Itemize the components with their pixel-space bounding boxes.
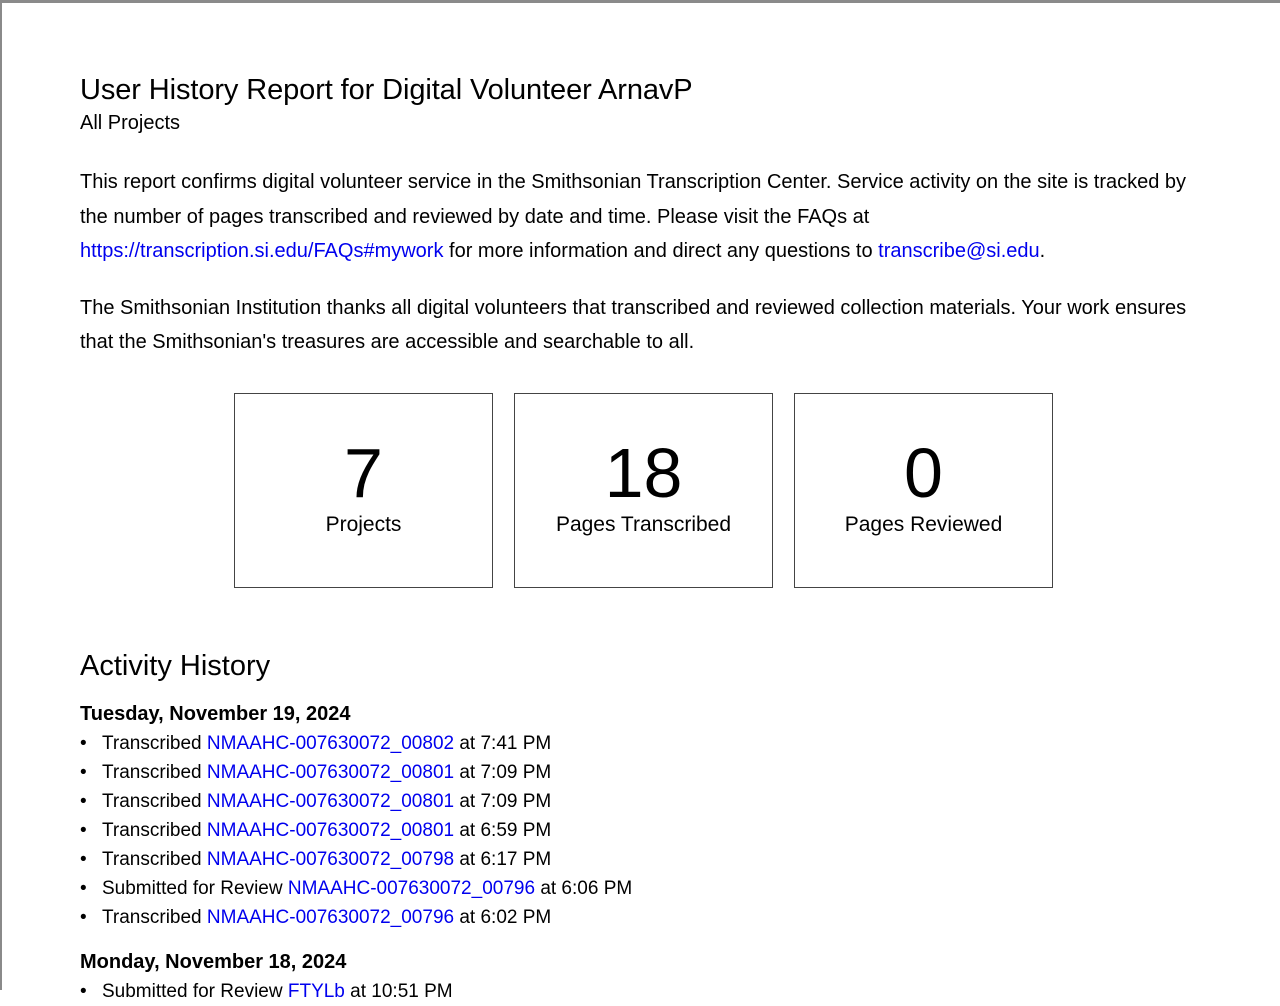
stat-value: 7 xyxy=(344,434,383,512)
entry-time: at 10:51 PM xyxy=(350,981,453,1002)
day-date: Tuesday, November 19, 2024 xyxy=(80,703,351,725)
entry-item-link[interactable]: NMAAHC-007630072_00796 xyxy=(206,907,455,928)
entry-item-link[interactable]: NMAAHC-007630072_00801 xyxy=(206,791,455,812)
entry-action: Submitted for Review xyxy=(102,878,283,899)
entry-item-link[interactable]: NMAAHC-007630072_00801 xyxy=(206,820,455,841)
intro-text-middle: for more information and direct any questions to xyxy=(443,240,879,262)
activity-history xyxy=(80,646,1210,1006)
stat-pages-reviewed xyxy=(794,393,1053,588)
faq-link[interactable]: https://transcription.si.edu/FAQs#mywork xyxy=(80,240,444,262)
entry-action: Transcribed xyxy=(102,820,202,841)
day-date: Monday, November 18, 2024 xyxy=(80,951,347,973)
entry-time: at 7:41 PM xyxy=(459,733,552,754)
stat-pages-transcribed xyxy=(514,393,773,588)
entry-time: at 6:17 PM xyxy=(459,849,552,870)
day-block xyxy=(80,699,1210,932)
stat-label: Projects xyxy=(325,513,402,536)
entry-action: Transcribed xyxy=(102,762,202,783)
entry-time: at 6:02 PM xyxy=(459,907,552,928)
entry-list xyxy=(80,977,1210,1006)
stat-value: 0 xyxy=(904,434,943,512)
report-content xyxy=(80,72,1210,360)
stat-value: 18 xyxy=(604,434,683,512)
list-item xyxy=(80,729,1210,758)
list-item xyxy=(80,977,1210,1006)
day-block xyxy=(80,947,1210,1006)
intro-text-end: . xyxy=(1039,240,1046,262)
entry-list xyxy=(80,729,1210,932)
entry-action: Transcribed xyxy=(102,733,202,754)
entry-time: at 7:09 PM xyxy=(459,791,552,812)
list-item xyxy=(80,845,1210,874)
entry-action: Submitted for Review xyxy=(102,981,283,1002)
entry-item-link[interactable]: FTYLb xyxy=(287,981,345,1002)
report-subtitle: All Projects xyxy=(80,112,181,134)
entry-time: at 7:09 PM xyxy=(459,762,552,783)
stat-projects xyxy=(234,393,493,588)
thanks-paragraph: The Smithsonian Institution thanks all digital volunteers that transcribed and reviewed collection materials. Your work ensures that the Smithsonian's treasures are accessible and searchable to all. xyxy=(80,296,1187,353)
entry-action: Transcribed xyxy=(102,849,202,870)
entry-time: at 6:59 PM xyxy=(459,820,552,841)
stat-label: Pages Reviewed xyxy=(844,513,1003,536)
intro-paragraph xyxy=(80,165,1210,269)
stats-row xyxy=(234,393,1053,588)
entry-item-link[interactable]: NMAAHC-007630072_00796 xyxy=(287,878,536,899)
list-item xyxy=(80,787,1210,816)
entry-time: at 6:06 PM xyxy=(540,878,633,899)
intro-text-start: This report confirms digital volunteer service in the Smithsonian Transcription Center. Service activity on the site is tracked by the number of pages transcribed and reviewed by date and time. Please visit the FAQs at xyxy=(80,171,1187,228)
stat-label: Pages Transcribed xyxy=(555,513,732,536)
list-item xyxy=(80,874,1210,903)
entry-item-link[interactable]: NMAAHC-007630072_00801 xyxy=(206,762,455,783)
entry-item-link[interactable]: NMAAHC-007630072_00798 xyxy=(206,849,455,870)
email-link[interactable]: transcribe@si.edu xyxy=(878,240,1040,262)
list-item xyxy=(80,816,1210,845)
activity-heading: Activity History xyxy=(80,650,271,682)
list-item xyxy=(80,758,1210,787)
report-title: User History Report for Digital Volunteer ArnavP xyxy=(80,74,693,106)
entry-action: Transcribed xyxy=(102,907,202,928)
entry-item-link[interactable]: NMAAHC-007630072_00802 xyxy=(206,733,455,754)
list-item xyxy=(80,903,1210,932)
entry-action: Transcribed xyxy=(102,791,202,812)
